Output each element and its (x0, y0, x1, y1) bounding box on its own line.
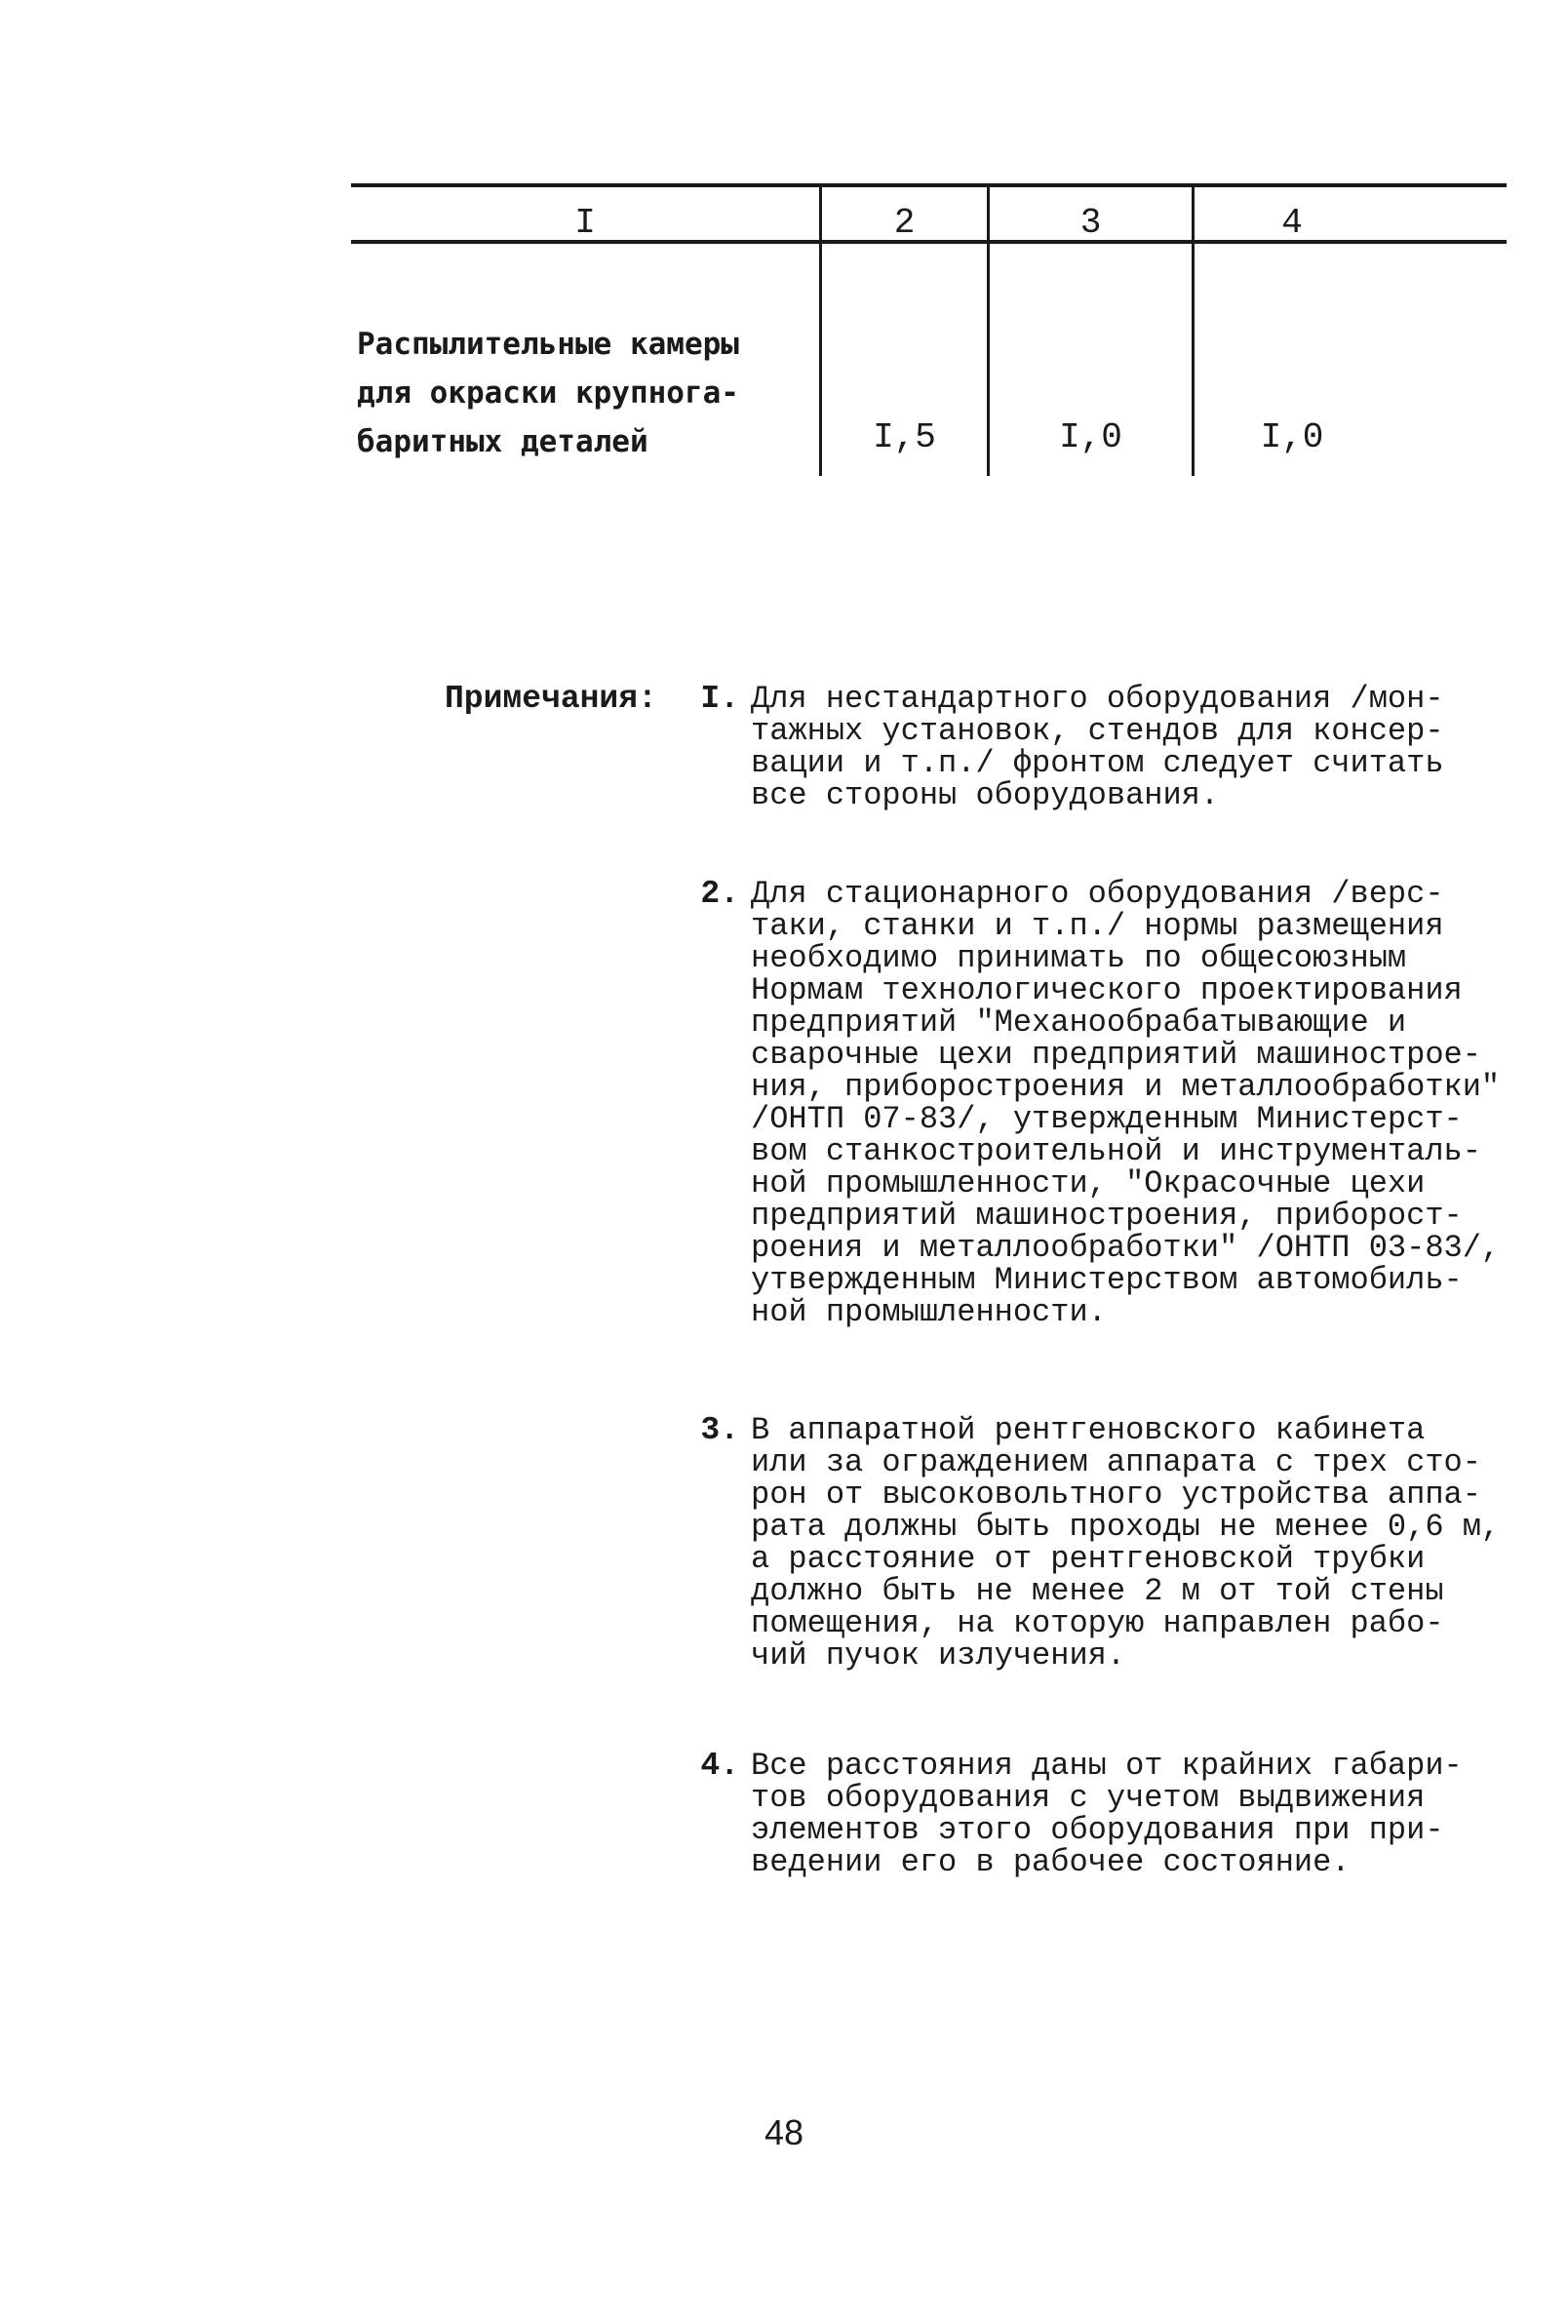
note-line: роения и металлообработки" /ОНТП 03-83/, (751, 1230, 1501, 1266)
note-line: ведении его в рабочее состояние. (751, 1844, 1351, 1880)
note-line: таки, станки и т.п./ нормы размещения (751, 908, 1444, 944)
notes-heading: Примечания: (445, 681, 657, 717)
note-text (751, 1414, 1560, 1672)
column-header-3: 3 (1079, 203, 1102, 243)
column-header-2: 2 (893, 203, 916, 243)
table-top-rule (351, 183, 1507, 187)
note-line: вации и т.п./ фронтом следует считать (751, 745, 1444, 781)
note-line: предприятий "Механообрабатывающие и (751, 1004, 1407, 1041)
note-number: 2. (700, 876, 739, 912)
note-line: Для нестандартного оборудования /мон- (751, 681, 1444, 717)
cell-value-col3: I,0 (1059, 417, 1122, 457)
note-line: В аппаратной рентгеновского кабинета (751, 1412, 1426, 1448)
note-line: утвержденным Министерством автомобиль- (751, 1262, 1463, 1298)
note-line: Для стационарного оборудования /верс- (751, 876, 1444, 912)
note-text (751, 683, 1560, 811)
note-line: чий пучок излучения. (751, 1637, 1126, 1674)
note-number: 4. (700, 1748, 739, 1784)
column-header-4: 4 (1281, 203, 1303, 243)
equipment-table (351, 183, 1507, 476)
note-line: Все расстояния даны от крайних габари- (751, 1748, 1463, 1784)
note-line: а расстояние от рентгеновской трубки (751, 1541, 1426, 1577)
page-number: 48 (764, 2112, 804, 2152)
note-text (751, 878, 1560, 1328)
note-line: /ОНТП 07-83/, утвержденным Министерст- (751, 1101, 1463, 1137)
note-text (751, 1750, 1560, 1878)
note-line: рата должны быть проходы не менее 0,6 м, (751, 1509, 1501, 1545)
note-line: предприятий машиностроения, приборост- (751, 1198, 1463, 1234)
note-line: Нормам технологического проектирования (751, 972, 1463, 1008)
cell-value-col4: I,0 (1260, 417, 1324, 457)
note-line: вом станкостроительной и инструменталь- (751, 1133, 1481, 1169)
note-number: I. (700, 681, 739, 717)
note-line: элементов этого оборудования при при- (751, 1812, 1444, 1848)
note-line: рон от высоковольтного устройства аппа- (751, 1477, 1481, 1513)
note-line: ной промышленности. (751, 1294, 1107, 1330)
row-label-line: для окраски крупнога- (357, 375, 739, 411)
note-line: все стороны оборудования. (751, 777, 1220, 813)
cell-value-col2: I,5 (873, 417, 936, 457)
note-line: или за ограждением аппарата с трех сто- (751, 1444, 1481, 1480)
note-line: ной промышленности, "Окрасочные цехи (751, 1165, 1426, 1201)
note-line: тажных установок, стендов для консер- (751, 713, 1444, 749)
note-number: 3. (700, 1412, 739, 1448)
row-label (357, 320, 815, 466)
note-line: тов оборудования с учетом выдвижения (751, 1780, 1426, 1816)
row-label-line: Распылительные камеры (357, 327, 739, 362)
note-line: ния, приборостроения и металлообработки" (751, 1069, 1501, 1105)
note-line: необходимо принимать по общесоюзным (751, 940, 1407, 976)
note-line: сварочные цехи предприятий машинострое- (751, 1037, 1481, 1073)
note-line: помещения, на которую направлен рабо- (751, 1605, 1444, 1641)
column-header-1: I (574, 203, 596, 243)
note-line: должно быть не менее 2 м от той стены (751, 1573, 1444, 1609)
row-label-line: баритных деталей (357, 424, 648, 459)
